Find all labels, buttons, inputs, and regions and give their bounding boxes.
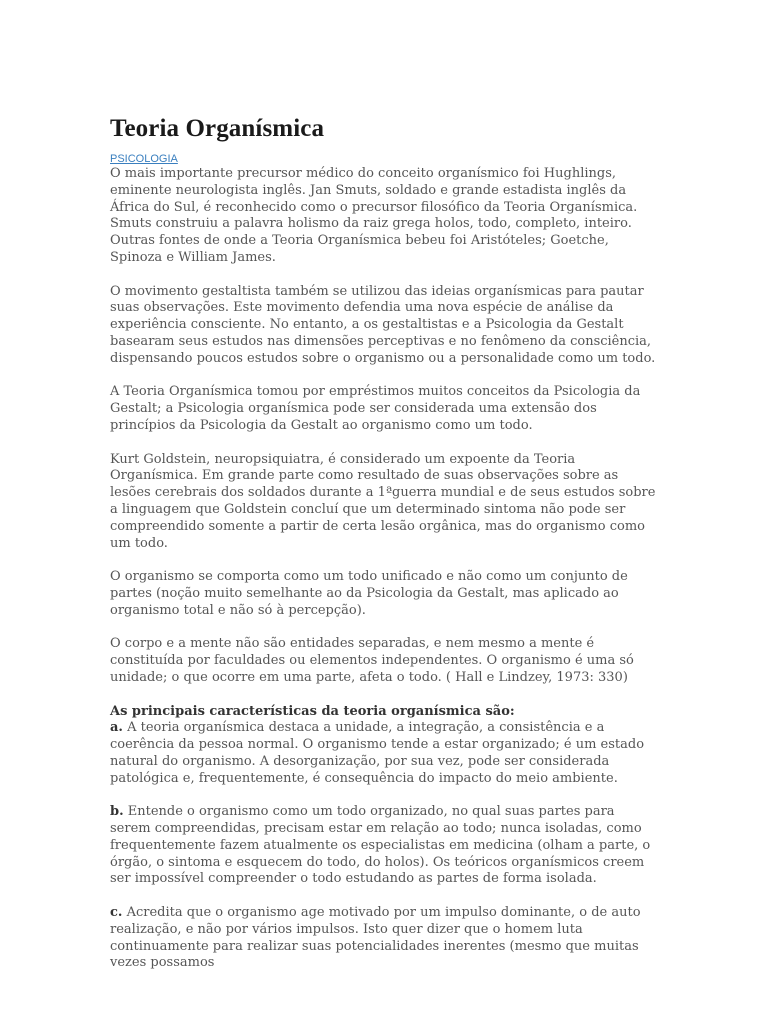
item-text: Entende o organismo como um todo organizado, no qual suas partes para serem compreendidas, precisam estar em relação ao todo; nunca isoladas, como frequentemente fazem atualmente os especialistas em medicina (olham a parte, o órgão, o sintoma e esquecem do todo, do holos). Os teóricos organísmicos creem ser impossível compreender o todo estudando as partes de forma isolada. <box>110 804 651 887</box>
characteristic-item-a <box>110 720 658 787</box>
characteristics-heading: As principais características da teoria organísmica são: <box>110 703 515 719</box>
characteristic-item-c <box>110 905 658 972</box>
paragraph-3: A Teoria Organísmica tomou por empréstimos muitos conceitos da Psicologia da Gestalt; a Psicologia organísmica pode ser considerada uma extensão dos princípios da Psicologia da Gestalt ao organismo como um todo. <box>110 384 641 433</box>
item-text: Acredita que o organismo age motivado por um impulso dominante, o de auto realização, e não por vários impulsos. Isto quer dizer que o homem luta continuamente para realizar suas potencialidades inerentes (mesmo que muitas vezes possamos <box>110 905 641 971</box>
document-title: Teoria Organísmica <box>110 115 325 142</box>
category-link[interactable]: PSICOLOGIA <box>110 153 178 165</box>
paragraph-1: O mais importante precursor médico do conceito organísmico foi Hughlings, eminente neurologista inglês. Jan Smuts, soldado e grande estadista inglês da África do Sul, é reconhecido como o precursor filosófico da Teoria Organísmica. Smuts construiu a palavra holismo da raiz grega holos, todo, completo, inteiro. Outras fontes de onde a Teoria Organísmica bebeu foi Aristóteles; Goetche, Spinoza e William James. <box>110 166 638 265</box>
paragraph-5: O organismo se comporta como um todo unificado e não como um conjunto de partes (noção muito semelhante ao da Psicologia da Gestalt, mas aplicado ao organismo total e não só à percepção). <box>110 569 628 618</box>
paragraph-2: O movimento gestaltista também se utilizou das ideias organísmicas para pautar suas observações. Este movimento defendia uma nova espécie de análise da experiência consciente. No entanto, a os gestaltistas e a Psicologia da Gestalt basearam seus estudos nas dimensões perceptivas e no fenômeno da consciência, dispensando poucos estudos sobre o organismo ou a personalidade como um todo. <box>110 283 656 366</box>
characteristic-item-b <box>110 804 658 888</box>
paragraph-4: Kurt Goldstein, neuropsiquiatra, é considerado um expoente da Teoria Organísmica. Em grande parte como resultado de suas observações sobre as lesões cerebrais dos soldados durante a 1ªguerra mundial e de seus estudos sobre a linguagem que Goldstein concluí que um determinado sintoma não pode ser compreendido somente a partir de certa lesão orgânica, mas do organismo como um todo. <box>110 451 656 551</box>
paragraph-6: O corpo e a mente não são entidades separadas, e nem mesmo a mente é constituída por faculdades ou elementos independentes. O organismo é uma só unidade; o que ocorre em uma parte, afeta o todo. ( Hall e Lindzey, 1973: 330) <box>110 636 634 685</box>
item-letter: c. <box>110 905 123 921</box>
item-letter: b. <box>110 804 124 820</box>
document-page <box>110 112 658 972</box>
item-letter: a. <box>110 720 123 736</box>
item-text: A teoria organísmica destaca a unidade, a integração, a consistência e a coerência da pessoa normal. O organismo tende a estar organizado; é um estado natural do organismo. A desorganização, por sua vez, pode ser considerada patológica e, frequentemente, é consequência do impacto do meio ambiente. <box>110 720 645 786</box>
